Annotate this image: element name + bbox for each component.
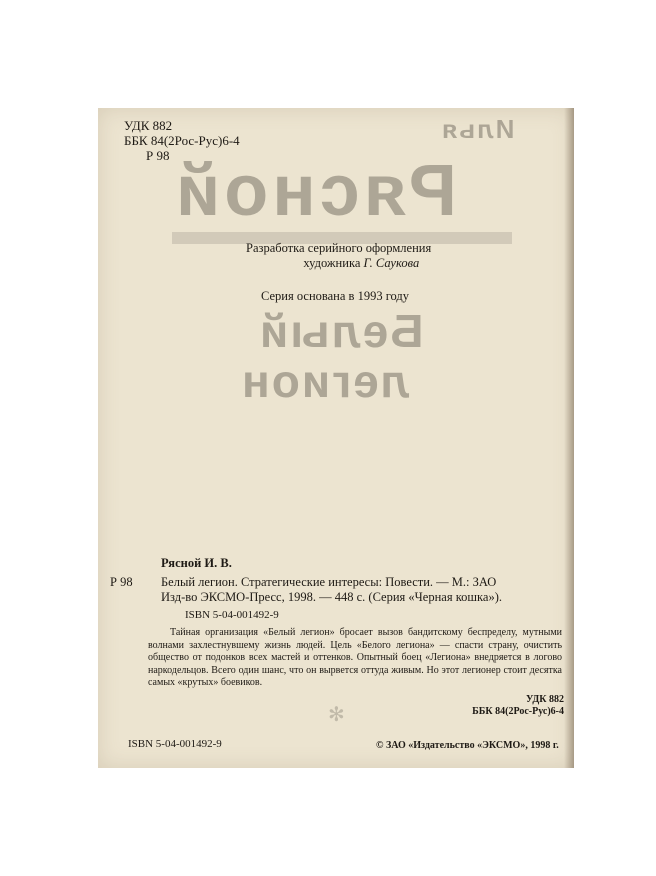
book-page — [98, 108, 574, 768]
design-line2 — [246, 256, 431, 271]
ghost-author-small: Илья — [440, 114, 515, 144]
ghost-emblem: ✻ — [328, 704, 345, 726]
artist-name: Г. Саукова — [363, 256, 420, 270]
ghost-title-line2: легион — [240, 355, 410, 407]
classification-codes — [124, 118, 240, 163]
udk-code: УДК 882 — [124, 118, 173, 133]
design-prefix: художника — [303, 256, 364, 270]
annotation: Тайная организация «Белый легион» бросает вызов бандитскому беспределу, мутными волнами захлестнувшему жизнь людей. Цель «Белого легиона» — спасти страну, очистить общество от подонков всех мастей и оттенков. Опытный боец «Легиона» внедряется в логово наркодельцов. Всего один шанс, что он вырвется оттуда живым. Но этот легионер стоит десятка самых «крутых» боевиков. — [148, 627, 562, 688]
copyright: © ЗАО «Издательство «ЭКСМО», 1998 г. — [376, 740, 559, 751]
design-credit — [246, 241, 431, 271]
bbk-code: ББК 84(2Рос-Рус)6-4 — [124, 133, 240, 148]
bottom-bbk: ББК 84(2Рос-Рус)6-4 — [472, 706, 564, 717]
catalog-author: Рясной И. В. — [161, 556, 232, 570]
catalog-class-code: Р 98 — [110, 575, 133, 589]
ghost-title-line1: Белый — [258, 305, 424, 357]
bib-line2: Изд-во ЭКСМО-Пресс, 1998. — 448 с. (Серия «Черная кошка»). — [161, 590, 502, 604]
author-mark: Р 98 — [146, 148, 170, 163]
bottom-codes — [472, 694, 564, 718]
catalog-isbn: ISBN 5-04-001492-9 — [185, 609, 279, 621]
bibliographic-description — [161, 575, 502, 605]
footer-isbn: ISBN 5-04-001492-9 — [128, 738, 222, 750]
design-line1: Разработка серийного оформления — [246, 241, 432, 255]
bottom-udk: УДК 882 — [526, 694, 564, 705]
bib-line1: Белый легион. Стратегические интересы: Повести. — М.: ЗАО — [161, 575, 497, 589]
ghost-author-name: Рясной — [172, 151, 457, 231]
series-note: Серия основана в 1993 году — [261, 289, 410, 303]
